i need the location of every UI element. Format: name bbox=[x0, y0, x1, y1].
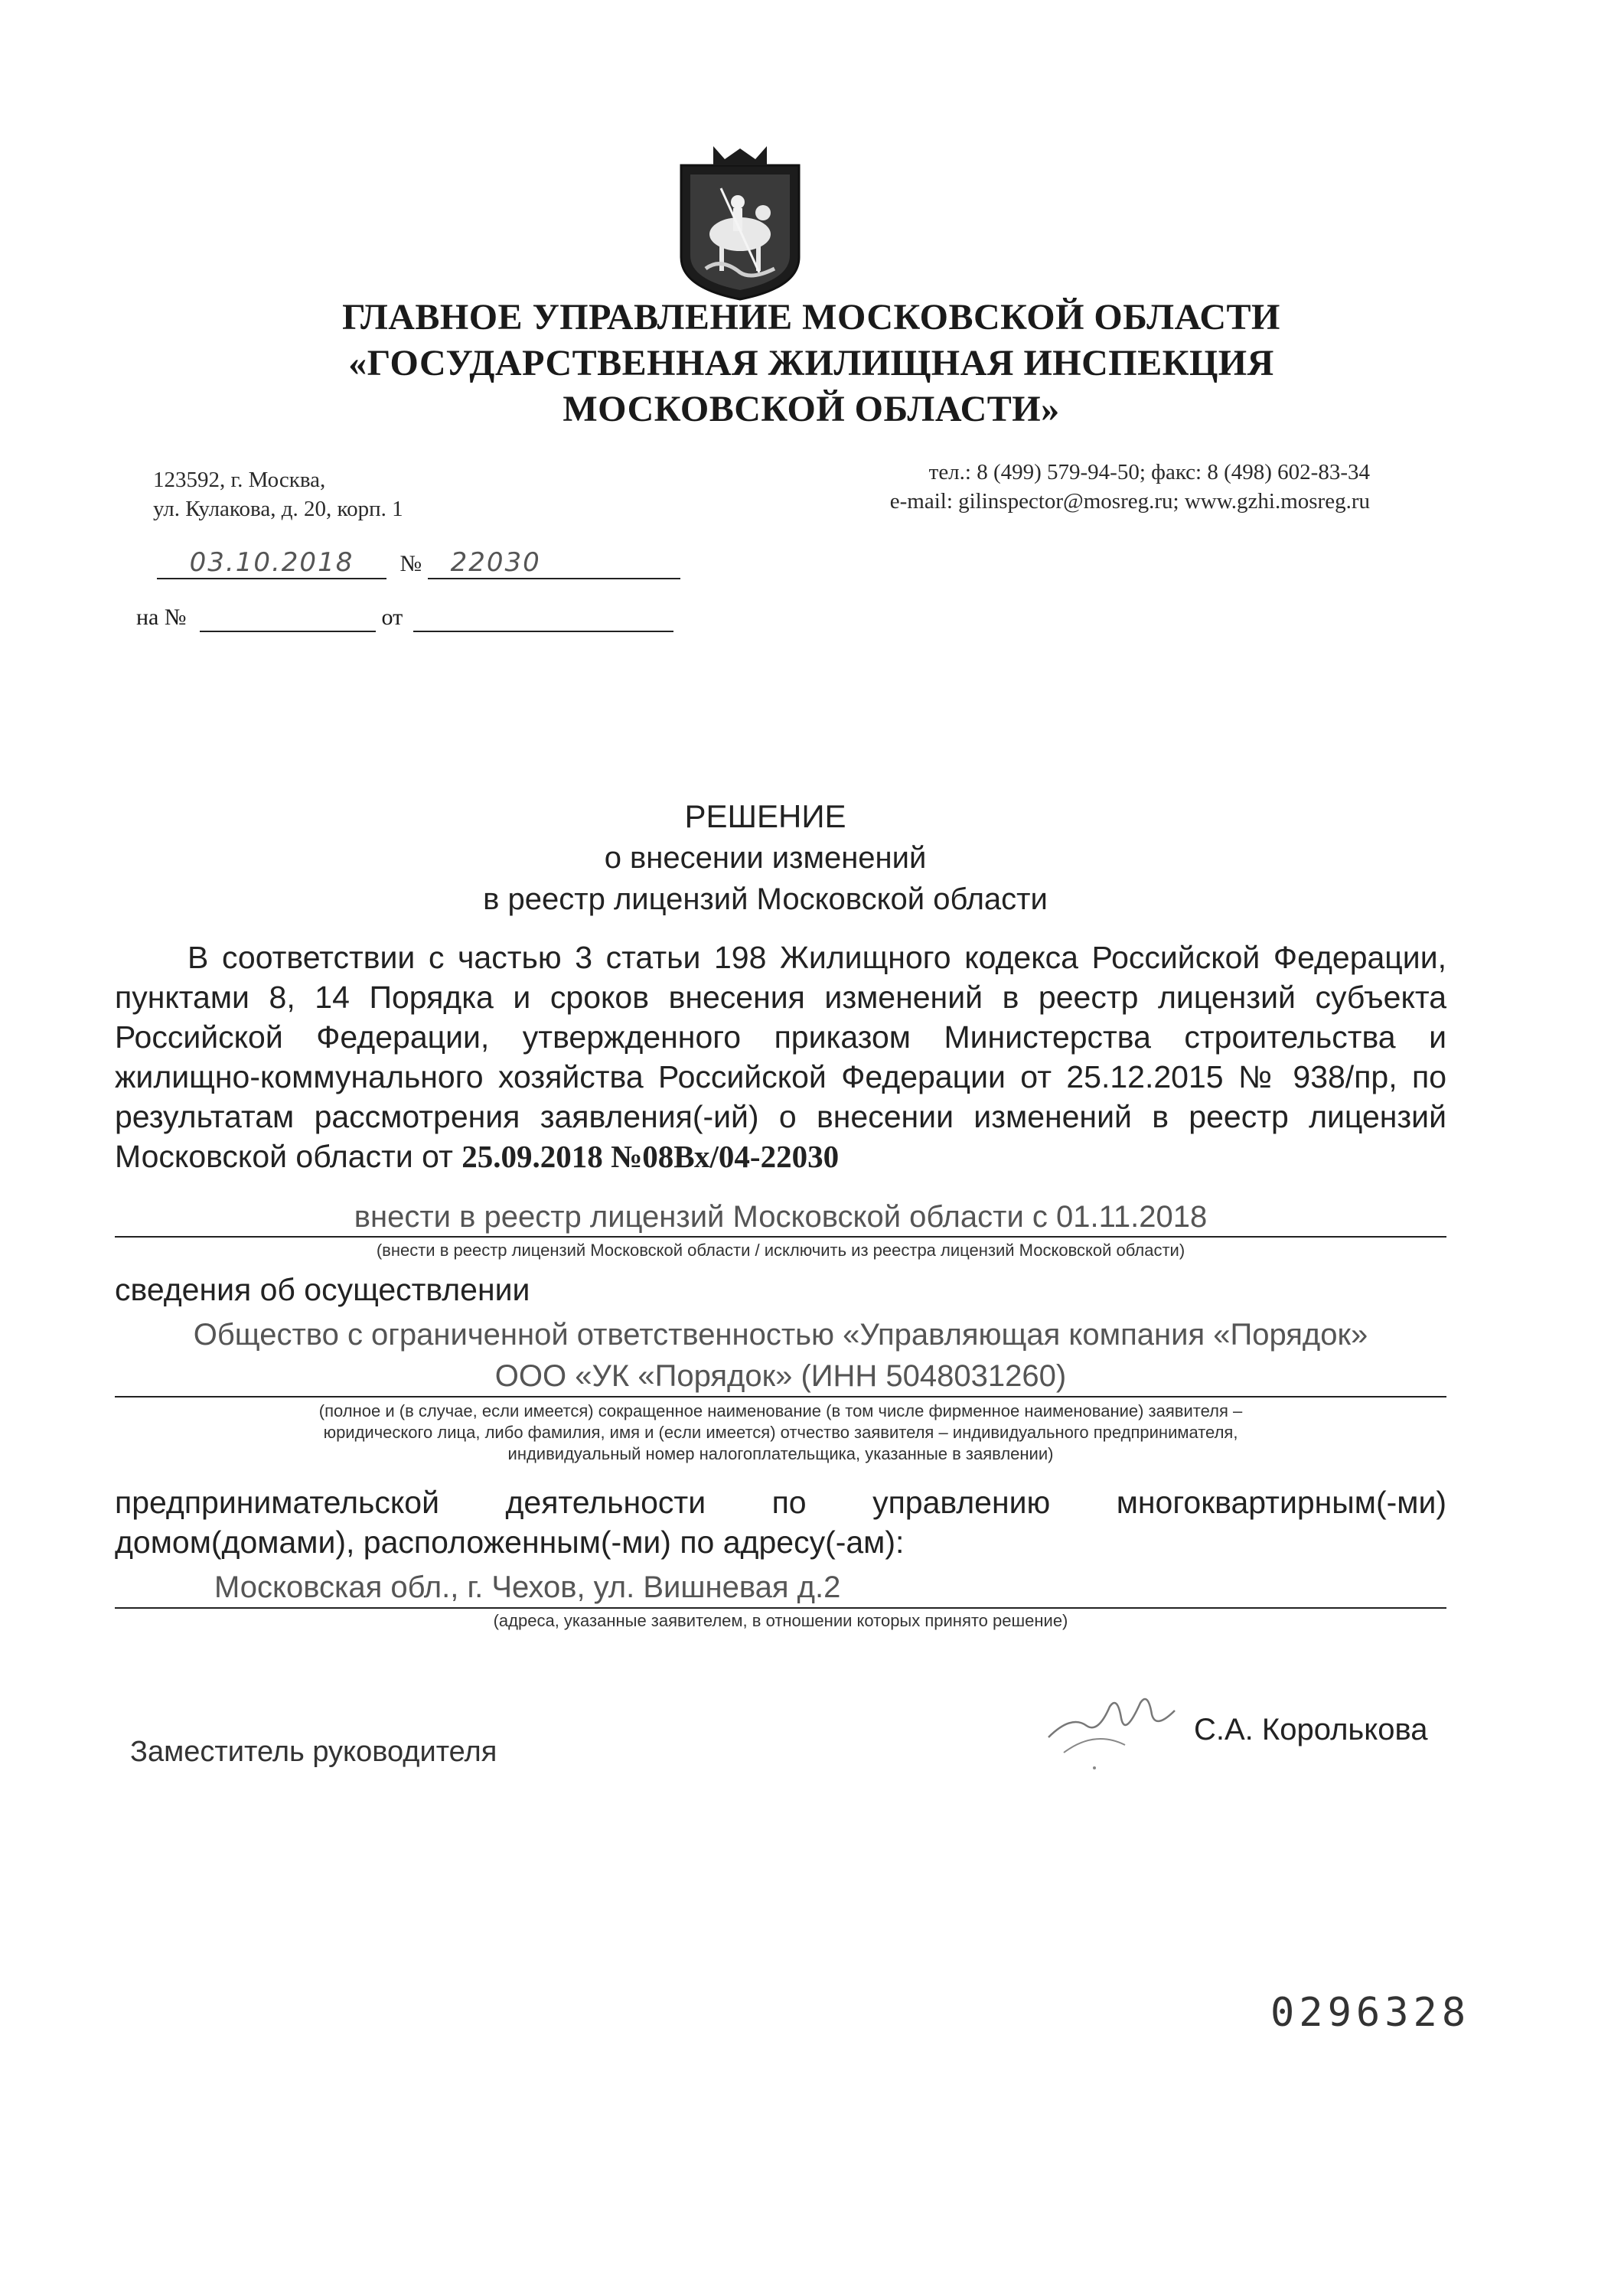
registration-number-label: № bbox=[399, 551, 422, 576]
decision-fill-text: внести в реестр лицензий Московской области с 01.11.2018 bbox=[354, 1200, 1208, 1234]
object-address: Московская обл., г. Чехов, ул. Вишневая д.2 bbox=[214, 1570, 841, 1604]
company-short-line bbox=[115, 1356, 1446, 1397]
company-caption bbox=[115, 1401, 1446, 1465]
decision-fill-line bbox=[115, 1198, 1446, 1238]
reference-from-label: от bbox=[381, 605, 403, 630]
registration-date: 03.10.2018 bbox=[189, 547, 354, 578]
company-caption-3: индивидуальный номер налогоплательщика, указанные в заявлении) bbox=[507, 1444, 1054, 1463]
org-line-1: ГЛАВНОЕ УПРАВЛЕНИЕ МОСКОВСКОЙ ОБЛАСТИ bbox=[342, 297, 1280, 338]
address-fill-line bbox=[115, 1567, 1446, 1609]
company-caption-2: юридического лица, либо фамилия, имя и (если имеется) отчество заявителя – индивидуального предпринимателя, bbox=[323, 1423, 1238, 1442]
org-line-2: «ГОСУДАРСТВЕННАЯ ЖИЛИЩНАЯ ИНСПЕКЦИЯ bbox=[348, 343, 1274, 383]
coat-of-arms-emblem bbox=[667, 142, 813, 303]
legal-basis-text: В соответствии с частью 3 статьи 198 Жилищного кодекса Российской Федерации, пунктами 8, 14 Порядка и сроков внесения изменений в реестр лицензий субъекта Российской Федерации, утвержденного приказом Министерства строительства и жилищно-коммунального хозяйства Российской Федерации от 25.12.2015 № 938/пр, по результатам рассмотрения заявления(-ий) о внесении изменений в реестр лицензий Московской области от bbox=[115, 940, 1446, 1174]
activity-line-2: домом(домами), расположенным(-ми) по адресу(-ам): bbox=[115, 1525, 905, 1560]
company-full-name: Общество с ограниченной ответственностью «Управляющая компания «Порядок» bbox=[193, 1318, 1368, 1352]
application-reference: 25.09.2018 №08Вх/04-22030 bbox=[461, 1139, 840, 1174]
reference-row bbox=[136, 605, 673, 632]
address-caption: (адреса, указанные заявителем, в отношении которых принято решение) bbox=[493, 1611, 1068, 1630]
registration-row bbox=[157, 547, 680, 581]
decision-body-paragraph bbox=[115, 938, 1446, 1176]
decision-subtitle-1: о внесении изменений bbox=[604, 841, 927, 875]
reference-number-label: на № bbox=[136, 605, 187, 630]
registration-date-field bbox=[157, 547, 386, 579]
handwritten-signature bbox=[1041, 1684, 1186, 1776]
activity-line-1: предпринимательской деятельности по управлению многоквартирным(-ми) bbox=[115, 1485, 1446, 1520]
reference-number-field bbox=[200, 605, 376, 632]
decision-fill-caption: (внести в реестр лицензий Московской области / исключить из реестра лицензий Московской области) bbox=[376, 1241, 1185, 1260]
registration-number-field bbox=[428, 547, 680, 579]
contacts bbox=[758, 458, 1370, 516]
form-serial-number: 0296328 bbox=[1270, 1990, 1471, 2036]
company-short-name: ООО «УК «Порядок» (ИНН 5048031260) bbox=[494, 1359, 1067, 1393]
address-line-1: 123592, г. Москва, bbox=[153, 468, 326, 492]
contacts-email-web: e-mail: gilinspector@mosreg.ru; www.gzhi.mosreg.ru bbox=[889, 489, 1370, 514]
address-line-2: ул. Кулакова, д. 20, корп. 1 bbox=[153, 497, 403, 521]
signatory-position: Заместитель руководителя bbox=[130, 1736, 497, 1768]
contacts-phone-fax: тел.: 8 (499) 579-94-50; факс: 8 (498) 602-83-34 bbox=[928, 460, 1370, 484]
reference-date-field bbox=[413, 605, 673, 632]
registration-number: 22030 bbox=[450, 547, 541, 578]
organization-title bbox=[199, 295, 1423, 432]
org-line-3: МОСКОВСКОЙ ОБЛАСТИ» bbox=[563, 389, 1060, 429]
info-label: сведения об осуществлении bbox=[115, 1272, 530, 1307]
signatory-name: С.А. Королькова bbox=[1194, 1713, 1428, 1746]
decision-heading: РЕШЕНИЕ bbox=[684, 798, 846, 834]
decision-title bbox=[459, 796, 1071, 920]
postal-address bbox=[153, 465, 403, 523]
company-caption-1: (полное и (в случае, если имеется) сокращенное наименование (в том числе фирменное наименование) заявителя – bbox=[318, 1401, 1243, 1420]
decision-subtitle-2: в реестр лицензий Московской области bbox=[483, 882, 1048, 916]
